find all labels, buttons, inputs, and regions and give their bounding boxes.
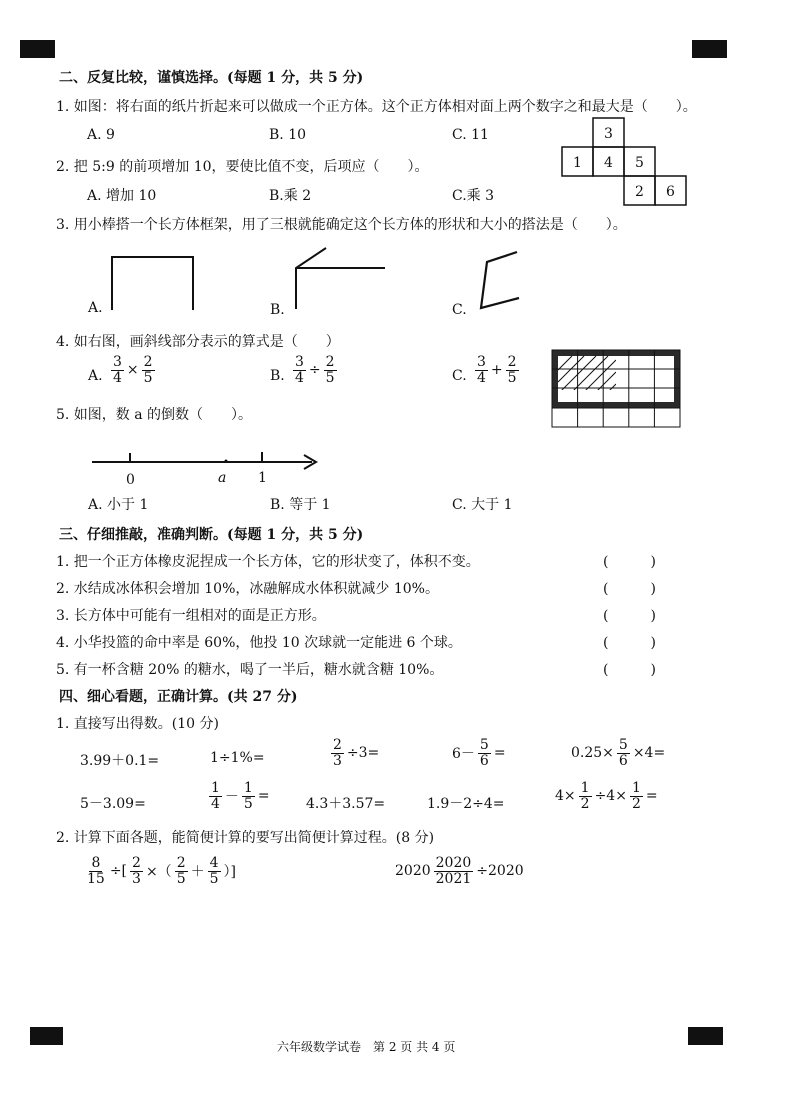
numerator: 2 (507, 354, 517, 370)
fraction (209, 781, 222, 811)
judge-item-5: 5. 有一杯含糖 20% 的糖水，喝了一半后，糖水就含糖 10%。 (56, 662, 444, 678)
fraction (506, 355, 519, 385)
calc-q2-title: 2. 计算下面各题，能简便计算的要写出简便计算过程。(8 分) (56, 830, 435, 846)
operator-text: ÷3= (346, 745, 380, 762)
registration-mark-bottom-left (30, 1027, 63, 1045)
net-cell-4: 4 (604, 155, 613, 171)
q2-1-text: 1. 如图：将右面的纸片折起来可以做成一个正方体。这个正方体相对面上两个数字之和最大是（ ）。 (56, 99, 697, 115)
q2-1-option-b: B. 10 (269, 127, 307, 143)
numerator: 2 (176, 855, 186, 871)
q2-2-text: 2. 把 5:9 的前项增加 10，要使比值不变，后项应（ ）。 (56, 159, 429, 175)
q2-2-option-a: A. 增加 10 (87, 188, 157, 204)
denominator: 3 (333, 752, 342, 769)
denominator: 5 (209, 870, 219, 887)
registration-mark-bottom-right (688, 1027, 723, 1045)
numerator: 3 (295, 354, 304, 370)
answer-paren-4[interactable]: ( ) (603, 635, 656, 651)
fraction (630, 781, 643, 811)
q2-4-option-b-label: B. (270, 368, 285, 384)
calc-2-2 (208, 781, 272, 811)
answer-paren-5[interactable]: ( ) (603, 662, 656, 678)
stick-frame-b-figure (294, 246, 388, 311)
operator-text: ×（ (145, 864, 172, 881)
operator-text: = (493, 745, 506, 762)
denominator: 2 (580, 795, 590, 812)
denominator: 5 (243, 795, 253, 812)
denominator: 4 (211, 795, 220, 812)
calc-problem-2 (393, 856, 526, 886)
calc-1-3 (330, 738, 381, 768)
numerator: 2 (325, 354, 335, 370)
section-2-title: 二、反复比较，谨慎选择。(每题 1 分，共 5 分) (59, 70, 364, 86)
operator-text: ×4= (632, 745, 666, 762)
q2-5-text: 5. 如图，数 a 的倒数（ ）。 (56, 407, 253, 423)
net-cell-5: 5 (635, 155, 644, 171)
q2-5-option-c: C. 大于 1 (452, 497, 513, 513)
number-line-figure (90, 448, 320, 472)
judge-item-2: 2. 水结成冰体积会增加 10%，冰融解成水体积就减少 10%。 (56, 581, 439, 597)
denominator: 4 (295, 369, 304, 386)
mixed-whole: 2020 (395, 863, 431, 880)
q2-1-option-c: C. 11 (452, 127, 489, 143)
denominator: 5 (325, 369, 335, 386)
denominator: 5 (507, 369, 517, 386)
calc-2-5 (553, 781, 660, 811)
fraction (617, 738, 630, 768)
fraction (111, 355, 124, 385)
registration-mark-top-right (692, 40, 727, 58)
operator-text: 4× (555, 788, 576, 805)
q2-2-option-c: C.乘 3 (452, 188, 495, 204)
operator: + (490, 362, 503, 379)
denominator: 5 (176, 870, 186, 887)
denominator: 6 (618, 752, 628, 769)
net-cell-2: 2 (635, 184, 644, 200)
calc-1-5 (569, 738, 667, 768)
number-line-label-1: 1 (258, 470, 267, 486)
operator-text: ÷2020 (476, 863, 524, 880)
judge-item-1: 1. 把一个正方体橡皮泥捏成一个长方体，它的形状变了，体积不变。 (56, 554, 480, 570)
fraction (434, 856, 474, 886)
section-4-title: 四、细心看题，正确计算。(共 27 分) (59, 689, 298, 705)
numerator: 1 (580, 780, 590, 796)
numerator: 2 (143, 354, 153, 370)
operator: × (126, 362, 139, 379)
q2-3-option-a: A. (88, 300, 103, 316)
q2-4-text: 4. 如右图，画斜线部分表示的算式是（ ） (56, 334, 340, 350)
answer-paren-2[interactable]: ( ) (603, 581, 656, 597)
calc-problem-1 (84, 856, 238, 886)
calc-1-2: 1÷1%= (210, 750, 265, 766)
operator-text: 0.25× (571, 745, 614, 762)
numerator: 5 (618, 737, 628, 753)
operator-text: 6－ (452, 746, 475, 763)
numerator: 3 (113, 354, 122, 370)
calc-2-4: 1.9－2÷4= (427, 796, 505, 812)
operator: ÷ (308, 362, 321, 379)
denominator: 4 (113, 369, 122, 386)
fraction (475, 355, 488, 385)
number-line-label-a: a (218, 470, 227, 486)
q2-5-option-a: A. 小于 1 (88, 497, 149, 513)
fraction (331, 738, 344, 768)
fraction (579, 781, 592, 811)
judge-item-4: 4. 小华投篮的命中率是 60%，他投 10 次球就一定能进 6 个球。 (56, 635, 462, 651)
shaded-grid-figure (552, 350, 680, 428)
q2-1-option-a: A. 9 (87, 127, 115, 143)
denominator: 5 (143, 369, 153, 386)
fraction (293, 355, 306, 385)
q2-5-option-b: B. 等于 1 (270, 497, 331, 513)
net-cell-3: 3 (604, 126, 613, 142)
fraction (130, 856, 143, 886)
answer-paren-3[interactable]: ( ) (603, 608, 656, 624)
fraction (175, 856, 188, 886)
answer-paren-1[interactable]: ( ) (603, 554, 656, 570)
operator-text: = (645, 788, 658, 805)
denominator: 6 (479, 752, 489, 769)
calc-1-4 (450, 738, 508, 768)
numerator: 3 (477, 354, 486, 370)
operator-text: = (257, 788, 270, 805)
numerator: 1 (211, 780, 220, 796)
fraction (142, 355, 155, 385)
calc-2-3: 4.3＋3.57= (306, 796, 386, 812)
numerator: 2 (333, 737, 342, 753)
fraction (85, 856, 107, 886)
calc-q1-title: 1. 直接写出得数。(10 分) (56, 716, 219, 732)
operator-text: ）] (223, 864, 236, 881)
denominator: 3 (132, 870, 141, 887)
denominator: 2 (631, 795, 641, 812)
denominator: 4 (477, 369, 486, 386)
denominator: 2021 (435, 870, 472, 887)
judge-item-3: 3. 长方体中可能有一组相对的面是正方形。 (56, 608, 326, 624)
q2-4-option-a-expr (110, 355, 156, 385)
numerator: 1 (243, 780, 253, 796)
numerator: 2 (132, 855, 141, 871)
q2-4-option-b-expr (292, 355, 338, 385)
stick-frame-c-figure (479, 250, 521, 312)
denominator: 15 (87, 870, 105, 887)
net-cell-6: 6 (666, 184, 675, 200)
net-cell-1: 1 (573, 155, 582, 171)
q2-4-option-c-expr (474, 355, 520, 385)
numerator: 4 (209, 855, 219, 871)
numerator: 2020 (435, 855, 472, 871)
numerator: 8 (91, 855, 101, 871)
q2-3-option-b: B. (270, 302, 285, 318)
q2-2-option-b: B.乘 2 (269, 188, 312, 204)
registration-mark-top-left (20, 40, 55, 58)
number-line-label-0: 0 (126, 472, 135, 488)
operator-text: ÷[ (109, 863, 128, 880)
operator: ＋ (190, 864, 205, 881)
q2-4-option-a-label: A. (88, 368, 103, 384)
calc-1-1: 3.99＋0.1= (80, 753, 160, 769)
numerator: 5 (479, 737, 489, 753)
q2-3-text: 3. 用小棒搭一个长方体框架，用了三根就能确定这个长方体的形状和大小的搭法是（ ）。 (56, 217, 627, 233)
calc-2-1: 5－3.09= (80, 796, 146, 812)
q2-4-option-c-label: C. (452, 368, 467, 384)
operator: － (224, 789, 239, 806)
operator-text: ÷4× (594, 788, 627, 805)
section-3-title: 三、仔细推敲，准确判断。(每题 1 分，共 5 分) (59, 527, 364, 543)
numerator: 1 (631, 780, 641, 796)
stick-frame-a-figure (110, 255, 196, 311)
fraction (324, 355, 337, 385)
q2-3-option-c: C. (452, 302, 467, 318)
fraction (242, 781, 255, 811)
fraction (208, 856, 221, 886)
fraction (478, 738, 491, 768)
page-footer: 六年级数学试卷 第 2 页 共 4 页 (277, 1040, 456, 1054)
